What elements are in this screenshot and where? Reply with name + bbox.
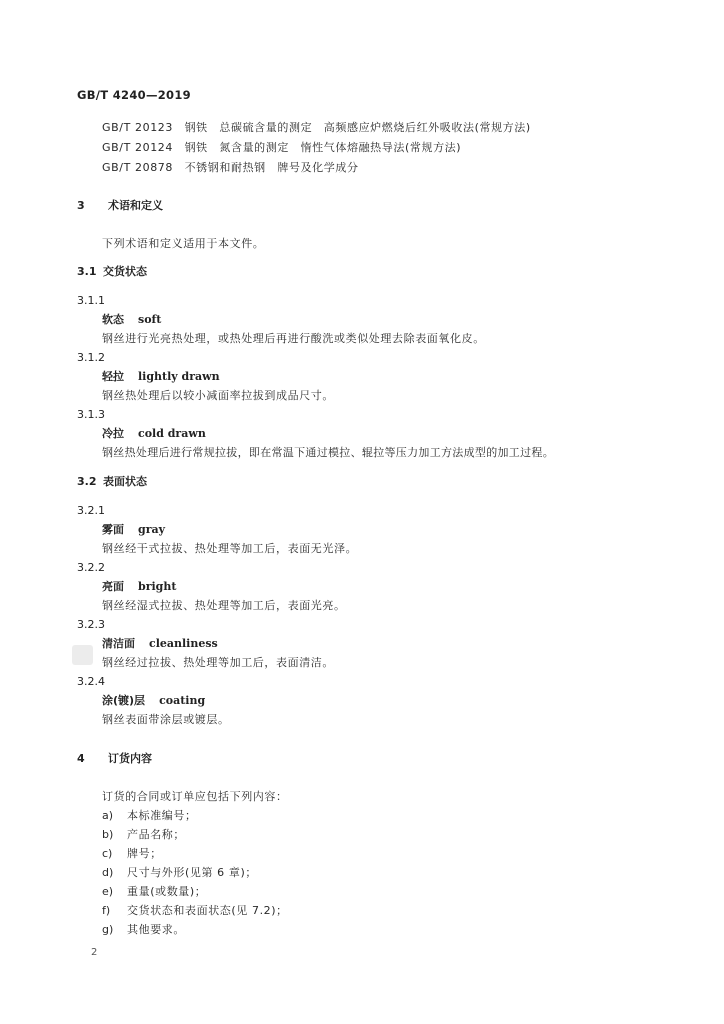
term-3-2-4-number: 3.2.4 — [77, 675, 105, 688]
document-number: GB/T 4240—2019 — [77, 88, 191, 102]
term-zh: 冷拉 — [102, 427, 124, 440]
clause-3-2-number: 3.2 — [77, 475, 97, 488]
term-3-1-2-definition: 钢丝热处理后以较小减面率拉拔到成品尺寸。 — [102, 389, 334, 402]
list-item-text: 交货状态和表面状态(见 7.2)； — [127, 904, 288, 917]
term-3-1-1-definition: 钢丝进行光亮热处理，或热处理后再进行酸洗或类似处理去除表面氧化皮。 — [102, 332, 485, 345]
term-en: soft — [138, 313, 162, 326]
term-3-2-3-definition: 钢丝经过拉拔、热处理等加工后，表面清洁。 — [102, 656, 334, 669]
clause-4-title: 订货内容 — [108, 752, 152, 765]
term-en: bright — [138, 580, 177, 593]
term-zh: 涂(镀)层 — [102, 694, 146, 707]
term-en: coating — [159, 694, 206, 707]
term-en: cold drawn — [138, 427, 206, 440]
list-item-marker: a) — [102, 809, 114, 822]
list-item-text: 本标准编号； — [127, 809, 197, 822]
term-zh: 雾面 — [102, 523, 124, 536]
list-item-marker: d) — [102, 866, 114, 879]
scan-smudge — [72, 645, 93, 665]
term-3-2-3-name — [102, 637, 218, 651]
reference-gbt-20878: GB/T 20878 不锈钢和耐热钢 牌号及化学成分 — [102, 161, 359, 174]
reference-gbt-20123: GB/T 20123 钢铁 总碳硫含量的测定 高频感应炉燃烧后红外吸收法(常规方法) — [102, 121, 531, 134]
term-3-1-3-definition: 钢丝热处理后进行常规拉拔，即在常温下通过模拉、辊拉等压力加工方法成型的加工过程。 — [102, 446, 554, 459]
clause-3-2-title: 表面状态 — [103, 475, 147, 488]
list-item-text: 尺寸与外形(见第 6 章)； — [127, 866, 257, 879]
clause-3-number: 3 — [77, 199, 85, 212]
clause-3-intro: 下列术语和定义适用于本文件。 — [102, 237, 265, 250]
list-item-marker: f) — [102, 904, 111, 917]
term-3-2-1-definition: 钢丝经干式拉拔、热处理等加工后，表面无光泽。 — [102, 542, 358, 555]
list-item-marker: g) — [102, 923, 114, 936]
term-3-2-4-definition: 钢丝表面带涂层或镀层。 — [102, 713, 230, 726]
term-3-2-2-definition: 钢丝经湿式拉拔、热处理等加工后，表面光亮。 — [102, 599, 346, 612]
term-3-2-1-name — [102, 523, 165, 537]
term-zh: 清洁面 — [102, 637, 135, 650]
term-3-2-3-number: 3.2.3 — [77, 618, 105, 631]
list-item-text: 其他要求。 — [127, 923, 185, 936]
term-3-2-1-number: 3.2.1 — [77, 504, 105, 517]
term-3-1-3-number: 3.1.3 — [77, 408, 105, 421]
term-zh: 亮面 — [102, 580, 124, 593]
clause-3-title: 术语和定义 — [108, 199, 163, 212]
term-3-1-2-number: 3.1.2 — [77, 351, 105, 364]
list-item-marker: c) — [102, 847, 113, 860]
list-item-text: 产品名称； — [127, 828, 185, 841]
term-zh: 轻拉 — [102, 370, 124, 383]
list-item-marker: b) — [102, 828, 114, 841]
term-3-2-2-number: 3.2.2 — [77, 561, 105, 574]
term-3-1-2-name — [102, 370, 220, 384]
term-en: lightly drawn — [138, 370, 220, 383]
term-en: gray — [138, 523, 166, 536]
term-en: cleanliness — [149, 637, 218, 650]
clause-3-1-title: 交货状态 — [103, 265, 147, 278]
term-3-2-4-name — [102, 694, 205, 708]
term-zh: 软态 — [102, 313, 124, 326]
clause-4-number: 4 — [77, 752, 85, 765]
reference-gbt-20124: GB/T 20124 钢铁 氮含量的测定 惰性气体熔融热导法(常规方法) — [102, 141, 462, 154]
page-number: 2 — [91, 947, 98, 958]
term-3-2-2-name — [102, 580, 176, 594]
term-3-1-3-name — [102, 427, 206, 441]
clause-4-intro: 订货的合同或订单应包括下列内容： — [102, 790, 288, 803]
list-item-text: 重量(或数量)； — [127, 885, 207, 898]
term-3-1-1-number: 3.1.1 — [77, 294, 105, 307]
term-3-1-1-name — [102, 313, 161, 327]
list-item-marker: e) — [102, 885, 114, 898]
list-item-text: 牌号； — [127, 847, 162, 860]
clause-3-1-number: 3.1 — [77, 265, 97, 278]
